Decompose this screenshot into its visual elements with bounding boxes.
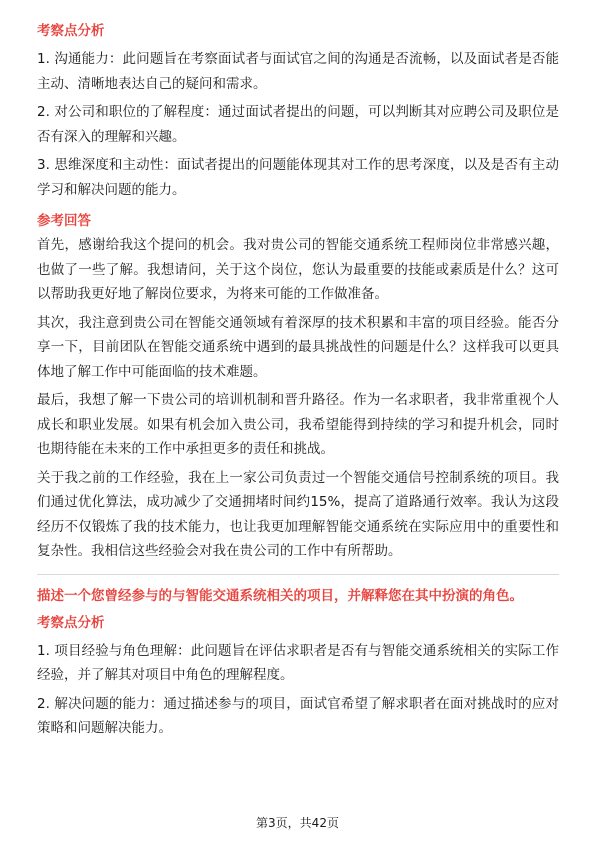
analysis-point-1: 1. 沟通能力：此问题旨在考察面试者与面试官之间的沟通是否流畅，以及面试者是否能主动、清晰地表达自己的疑问和需求。	[37, 51, 559, 92]
section-heading-analysis-2: 考察点分析	[37, 614, 105, 631]
question-title: 描述一个您曾经参与的与智能交通系统相关的项目，并解释您在其中扮演的角色。	[37, 587, 523, 604]
page-number: 第3页，共42页	[256, 816, 339, 830]
answer-paragraph-3: 最后，我想了解一下贵公司的培训机制和晋升路径。作为一名求职者，我非常重视个人成长和职业发展。如果有机会加入贵公司，我希望能得到持续的学习和提升机会，同时也期待能在未来的工作中承担更多的责任和挑战。	[37, 392, 559, 457]
section-heading-answer: 参考回答	[37, 213, 91, 229]
answer-paragraph-2: 其次，我注意到贵公司在智能交通领域有着深厚的技术积累和丰富的项目经验。能否分享一下，目前团队在智能交通系统中遇到的最具挑战性的问题是什么？这样我可以更具体地了解工作中可能面临的技术难题。	[37, 314, 559, 380]
section-divider	[37, 574, 559, 575]
section-heading-analysis: 考察点分析	[37, 23, 105, 39]
analysis-point-2b: 2. 解决问题的能力：通过描述参与的项目，面试官希望了解求职者在面对挑战时的应对策略和问题解决能力。	[37, 695, 559, 736]
answer-paragraph-1: 首先，感谢给我这个提问的机会。我对贵公司的智能交通系统工程师岗位非常感兴趣，也做了一些了解。我想请问，关于这个岗位，您认为最重要的技能或素质是什么？这可以帮助我更好地了解岗位要求，为将来可能的工作做准备。	[37, 237, 559, 302]
page-content	[37, 20, 559, 741]
answer-paragraph-4: 关于我之前的工作经验，我在上一家公司负责过一个智能交通信号控制系统的项目。我们通过优化算法，成功减少了交通拥堵时间约15%，提高了道路通行效率。我认为这段经历不仅锻炼了我的技术能力，也让我更加理解智能交通系统在实际应用中的重要性和复杂性。我相信这些经验会对我在贵公司的工作中有所帮助。	[37, 469, 559, 559]
analysis-point-3: 3. 思维深度和主动性：面试者提出的问题能体现其对工作的思考深度，以及是否有主动学习和解决问题的能力。	[37, 157, 559, 198]
analysis-point-1b: 1. 项目经验与角色理解：此问题旨在评估求职者是否有与智能交通系统相关的实际工作经验，并了解其对项目中角色的理解程度。	[37, 642, 559, 683]
analysis-point-2: 2. 对公司和职位的了解程度：通过面试者提出的问题，可以判断其对应聘公司及职位是否有深入的理解和兴趣。	[37, 104, 559, 145]
